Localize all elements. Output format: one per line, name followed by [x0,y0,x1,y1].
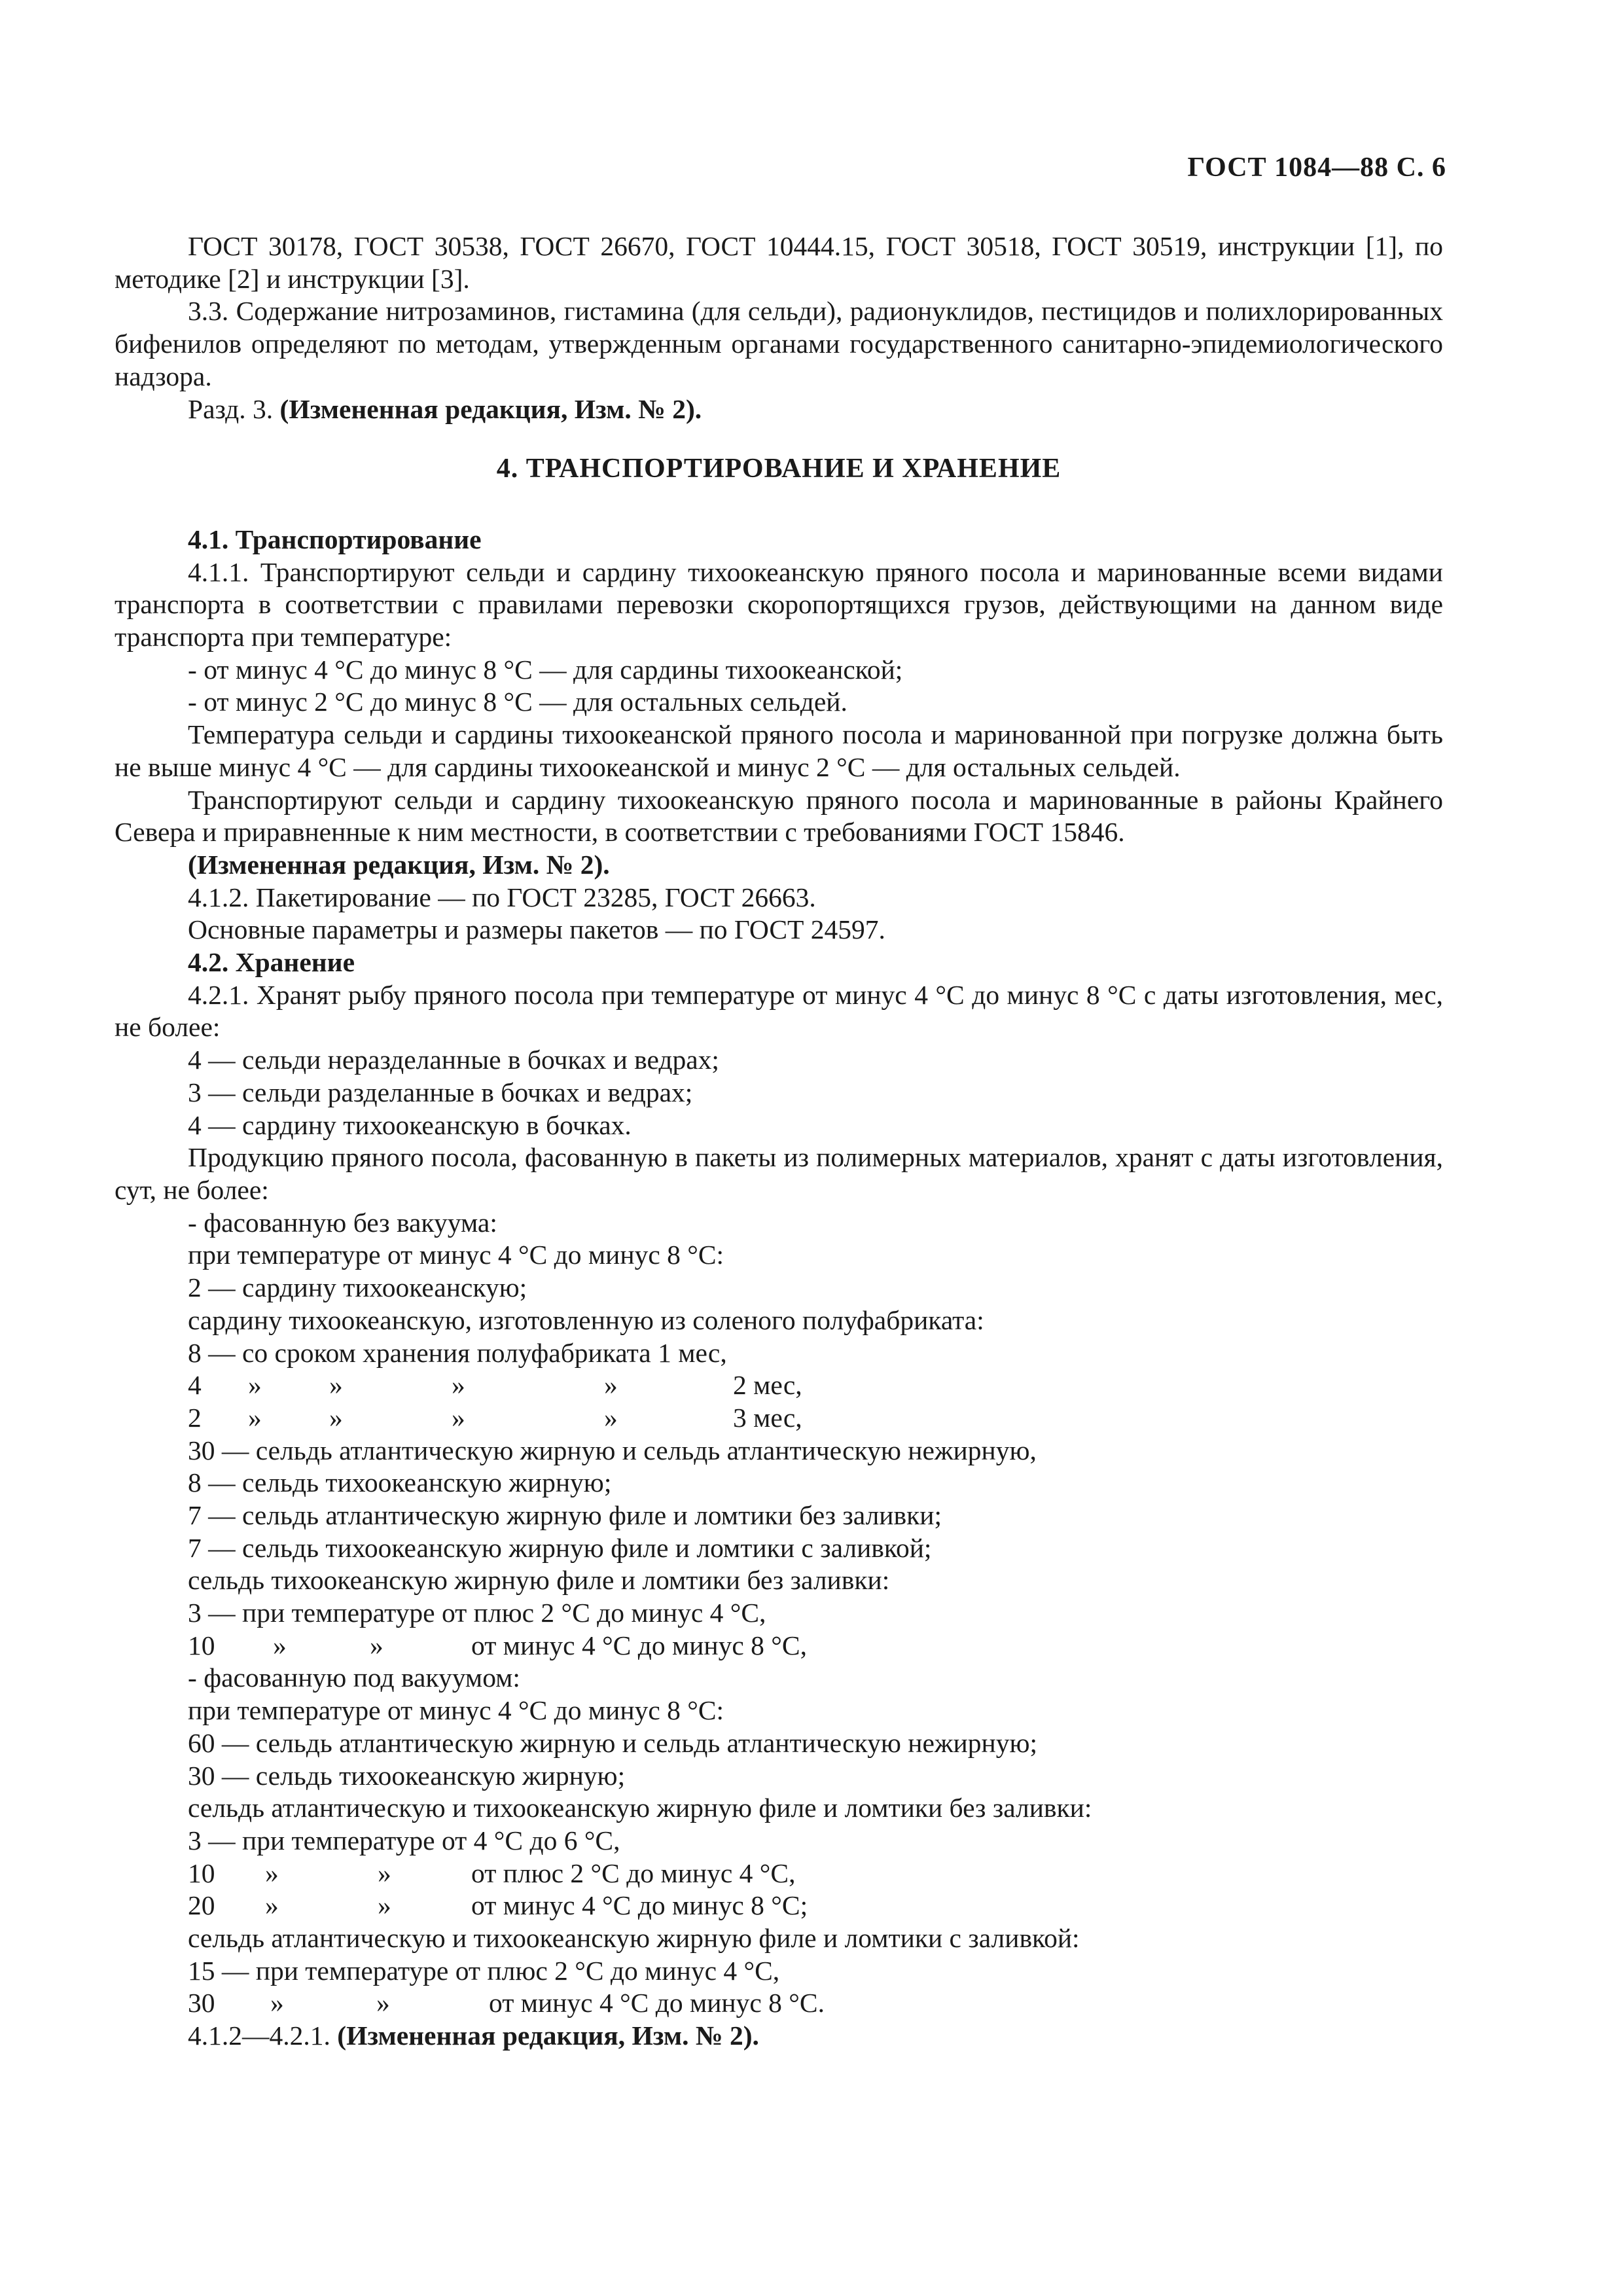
line-3-4to6: 3 — при температуре от 4 °С до 6 °С, [188,1825,620,1856]
ditto-mark: » [270,1988,284,2018]
ditto-mark: » [604,1402,618,1433]
line-8-pacific: 8 — сельдь тихоокеанскую жирную; [188,1467,612,1498]
paragraph-4-1-1: 4.1.1. Транспортируют сельди и сардину тихоокеанскую пряного посола и маринованные всеми видами транспорта в соответствии с правилами перевозки скоропортящихся грузов, действующими на данном виде транспорта при температуре: [115,556,1443,653]
storage-line-2: 3 — сельди разделанные в бочках и ведрах; [188,1077,693,1107]
ditto-cell: от минус 4 °С до минус 8 °С; [471,1890,808,1921]
paragraph-3-3: 3.3. Содержание нитрозаминов, гистамина (для сельди), радионуклидов, пестицидов и полихлорированных бифенилов определяют по методам, утвержденным органами государственного санитарно-эпидемиологического надзора. [115,296,1443,391]
line-temp-2: при температуре от минус 4 °С до минус 8 °С: [188,1695,724,1726]
ditto-row-2 [115,1402,1443,1435]
amendment-prefix: Разд. 3. [188,393,280,424]
line-15-plus2: 15 — при температуре от плюс 2 °С до минус 4 °С, [188,1955,780,1986]
ditto-mark: » [376,1988,390,2018]
ditto-cell: от плюс 2 °С до минус 4 °С, [471,1857,796,1888]
ditto-cell: 20 [188,1890,215,1921]
ditto-cell: 3 мес, [733,1402,802,1433]
line-sardine-salted: сардину тихоокеанскую, изготовленную из соленого полуфабриката: [188,1304,984,1335]
line-8-months: 8 — со сроком хранения полуфабриката 1 мес, [188,1337,727,1368]
amendment-text: (Измененная редакция, Изм. № 2). [337,2020,759,2051]
line-temp-1: при температуре от минус 4 °С до минус 8 °С: [188,1240,724,1270]
line-30-pacific: 30 — сельдь тихоокеанскую жирную; [188,1760,626,1791]
ditto-mark: » [273,1630,287,1660]
amendment-prefix: 4.1.2—4.2.1. [188,2020,338,2051]
line-60-atlantic: 60 — сельдь атлантическую жирную и сельдь атлантическую нежирную; [188,1727,1038,1758]
line-7-atlantic: 7 — сельдь атлантическую жирную филе и ломтики без заливки; [188,1499,942,1530]
paragraph-far-north: Транспортируют сельди и сардину тихоокеанскую пряного посола и маринованные в районы Крайнего Севера и приравненные к ним местности, в соответствии с требованиями ГОСТ 15846. [115,784,1443,848]
temp-line-2: - от минус 2 °С до минус 8 °С — для остальных сельдей. [188,687,847,717]
ditto-mark: » [248,1370,262,1401]
line-fillet-no-filling: сельдь атлантическую и тихоокеанскую жирную филе и ломтики без заливки: [188,1793,1092,1823]
amendment-note-2 [115,2020,1443,2053]
ditto-row-4 [115,1857,1443,1890]
ditto-cell: от минус 4 °С до минус 8 °С, [471,1630,807,1660]
page-body [115,230,1443,2053]
running-head: ГОСТ 1084—88 С. 6 [1187,152,1446,183]
ditto-row-6 [115,1987,1443,2020]
ditto-cell: 10 [188,1857,215,1888]
ditto-row-1 [115,1369,1443,1402]
line-7-pacific: 7 — сельдь тихоокеанскую жирную филе и ломтики с заливкой; [188,1532,932,1563]
ditto-cell: 4 [188,1370,202,1401]
paragraph-4-1-2: 4.1.2. Пакетирование — по ГОСТ 23285, ГОСТ 26663. [188,882,816,912]
section-4-title: 4. ТРАНСПОРТИРОВАНИЕ И ХРАНЕНИЕ [496,454,1061,484]
ditto-mark: » [452,1370,465,1401]
ditto-mark: » [265,1857,279,1888]
amendment-text: (Измененная редакция, Изм. № 2). [279,393,702,424]
ditto-cell: 30 [188,1988,215,2018]
ditto-mark: » [378,1857,391,1888]
line-30-atlantic: 30 — сельдь атлантическую жирную и сельдь атлантическую нежирную, [188,1435,1037,1465]
ditto-row-5 [115,1890,1443,1922]
paragraph-packaged: Продукцию пряного посола, фасованную в пакеты из полимерных материалов, хранят с даты изготовления, сут, не более: [115,1142,1443,1205]
temp-line-1: - от минус 4 °С до минус 8 °С — для сардины тихоокеанской; [188,654,903,685]
ditto-mark: » [370,1630,383,1660]
line-pacific-fillet: сельдь тихоокеанскую жирную филе и ломтики без заливки: [188,1565,890,1596]
ditto-mark: » [329,1370,343,1401]
ditto-cell: 2 [188,1402,202,1433]
paragraph-loading-temp: Температура сельди и сардины тихоокеанской пряного посола и маринованной при погрузке должна быть не выше минус 4 °С — для сардины тихоокеанской и минус 2 °С — для остальных сельдей. [115,719,1443,782]
line-sardine: 2 — сардину тихоокеанскую; [188,1272,527,1303]
storage-line-3: 4 — сардину тихоокеанскую в бочках. [188,1109,632,1140]
storage-line-1: 4 — сельди неразделанные в бочках и ведрах; [188,1045,719,1075]
ditto-mark: » [604,1370,618,1401]
ditto-mark: » [378,1890,391,1921]
ditto-row-3 [115,1630,1443,1662]
heading-4-2: 4.2. Хранение [188,947,355,978]
paragraph-package-params: Основные параметры и размеры пакетов — по ГОСТ 24597. [188,914,885,945]
line-3-plus2: 3 — при температуре от плюс 2 °С до минус 4 °С, [188,1598,766,1628]
amendment-note-1: (Измененная редакция, Изм. № 2). [188,849,610,880]
ditto-mark: » [265,1890,279,1921]
line-no-vacuum: - фасованную без вакуума: [188,1207,497,1238]
paragraph-4-2-1: 4.2.1. Хранят рыбу пряного посола при температуре от минус 4 °С до минус 8 °С с даты изготовления, мес, не более: [115,979,1443,1043]
ditto-mark: » [452,1402,465,1433]
ditto-mark: » [248,1402,262,1433]
heading-4-1: 4.1. Транспортирование [188,524,482,554]
amendment-note-section-3 [115,393,1443,426]
line-vacuum: - фасованную под вакуумом: [188,1662,520,1693]
ditto-cell: от минус 4 °С до минус 8 °С. [489,1988,825,2018]
line-fillet-with-filling: сельдь атлантическую и тихоокеанскую жирную филе и ломтики с заливкой: [188,1923,1080,1954]
paragraph-cont: ГОСТ 30178, ГОСТ 30538, ГОСТ 26670, ГОСТ 10444.15, ГОСТ 30518, ГОСТ 30519, инструкции [1], по методике [2] и инструкции [3]. [115,231,1443,294]
ditto-mark: » [329,1402,343,1433]
ditto-cell: 10 [188,1630,215,1660]
ditto-cell: 2 мес, [733,1370,802,1401]
